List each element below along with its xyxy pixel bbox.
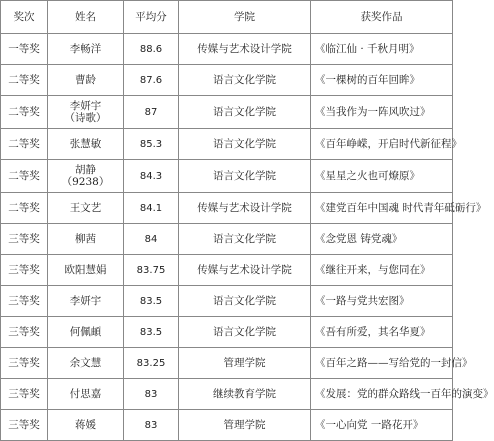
- college-cell: 语言文化学院: [179, 286, 311, 317]
- score-cell: 87.6: [124, 65, 179, 96]
- award-cell: 二等奖: [1, 129, 48, 160]
- award-cell: 一等奖: [1, 34, 48, 65]
- award-cell: 三等奖: [1, 379, 48, 410]
- college-cell: 管理学院: [179, 410, 311, 441]
- name-note: （9238）: [61, 176, 110, 188]
- name-cell: [48, 286, 124, 317]
- college-cell: 语言文化学院: [179, 96, 311, 129]
- score-cell: 87: [124, 96, 179, 129]
- table-body: [1, 34, 494, 441]
- table-row: [1, 255, 453, 286]
- score-cell: 83.5: [124, 286, 179, 317]
- college-cell: 语言文化学院: [179, 317, 311, 348]
- name-note: （诗歌）: [64, 112, 107, 124]
- college-cell: 语言文化学院: [179, 224, 311, 255]
- score-cell: 83: [124, 410, 179, 441]
- college-cell: 继续教育学院: [179, 379, 311, 410]
- award-cell: 二等奖: [1, 160, 48, 193]
- award-cell: 三等奖: [1, 286, 48, 317]
- name-cell: [48, 224, 124, 255]
- college-cell: 传媒与艺术设计学院: [179, 34, 311, 65]
- header-award: 奖次: [1, 1, 48, 34]
- name-text: 欧阳慧娟: [64, 264, 107, 276]
- college-cell: 语言文化学院: [179, 160, 311, 193]
- college-cell: 管理学院: [179, 348, 311, 379]
- score-cell: 84.3: [124, 160, 179, 193]
- table-row: [1, 286, 453, 317]
- name-text: 王文艺: [69, 202, 102, 214]
- score-cell: 83.25: [124, 348, 179, 379]
- header-work: 获奖作品: [311, 1, 453, 34]
- award-cell: 三等奖: [1, 255, 48, 286]
- work-cell: 《百年之路——写给党的一封信》: [311, 348, 453, 379]
- name-cell: [48, 317, 124, 348]
- name-cell: [48, 160, 124, 193]
- score-cell: 88.6: [124, 34, 179, 65]
- award-cell: 二等奖: [1, 65, 48, 96]
- table-row: [1, 348, 453, 379]
- table-row: [1, 193, 453, 224]
- name-text: 李妍宇: [69, 100, 102, 112]
- name-text: 李妍宇: [69, 295, 102, 307]
- college-cell: 传媒与艺术设计学院: [179, 255, 311, 286]
- name-text: 付思嘉: [69, 388, 102, 400]
- name-cell: [48, 410, 124, 441]
- award-cell: 三等奖: [1, 410, 48, 441]
- work-cell: 《一心向党 一路花开》: [311, 410, 453, 441]
- name-cell: [48, 379, 124, 410]
- name-text: 胡静: [75, 164, 96, 176]
- name-text: 何佩頔: [69, 326, 102, 338]
- name-cell: [48, 255, 124, 286]
- name-text: 张慧敏: [69, 138, 102, 150]
- header-name: 姓名: [48, 1, 124, 34]
- name-cell: [48, 193, 124, 224]
- work-cell: 《临江仙 · 千秋月明》: [311, 34, 453, 65]
- name-cell: [48, 129, 124, 160]
- college-cell: 语言文化学院: [179, 65, 311, 96]
- table-row: [1, 379, 453, 410]
- table-row: [1, 160, 453, 193]
- work-cell: 《念党恩 铸党魂》: [311, 224, 453, 255]
- award-cell: 二等奖: [1, 193, 48, 224]
- table-row: [1, 224, 453, 255]
- work-cell: 《星星之火也可燎原》: [311, 160, 453, 193]
- table-row: [1, 317, 453, 348]
- college-cell: 传媒与艺术设计学院: [179, 193, 311, 224]
- name-text: 李畅洋: [69, 43, 102, 55]
- work-cell: 《一路与党共宏图》: [311, 286, 453, 317]
- score-cell: 83.75: [124, 255, 179, 286]
- table-row: [1, 129, 453, 160]
- header-score: 平均分: [124, 1, 179, 34]
- name-text: 柳茜: [75, 233, 96, 245]
- work-cell: 《吾有所爱，其名华夏》: [311, 317, 453, 348]
- award-cell: 三等奖: [1, 348, 48, 379]
- name-text: 蒋媛: [75, 419, 96, 431]
- header-college: 学院: [179, 1, 311, 34]
- work-cell: 《百年峥嵘，开启时代新征程》: [311, 129, 453, 160]
- table-row: [1, 410, 453, 441]
- table-row: [1, 34, 453, 65]
- table-row: [1, 96, 453, 129]
- name-text: 曹龄: [75, 74, 96, 86]
- work-cell: 《发展：党的群众路线一百年的演变》: [311, 379, 453, 410]
- work-cell: 《一棵树的百年回眸》: [311, 65, 453, 96]
- award-cell: 二等奖: [1, 96, 48, 129]
- score-cell: 84: [124, 224, 179, 255]
- award-cell: 三等奖: [1, 224, 48, 255]
- score-cell: 85.3: [124, 129, 179, 160]
- header-row: [1, 1, 453, 34]
- table-row: [1, 65, 453, 96]
- score-cell: 83: [124, 379, 179, 410]
- name-cell: [48, 96, 124, 129]
- work-cell: 《继往开来，与您同在》: [311, 255, 453, 286]
- work-cell: 《当我作为一阵风吹过》: [311, 96, 453, 129]
- award-cell: 三等奖: [1, 317, 48, 348]
- name-cell: [48, 65, 124, 96]
- name-cell: [48, 34, 124, 65]
- score-cell: 83.5: [124, 317, 179, 348]
- work-cell: 《建党百年中国魂 时代青年砥砺行》: [311, 193, 453, 224]
- name-text: 余文慧: [69, 357, 102, 369]
- college-cell: 语言文化学院: [179, 129, 311, 160]
- score-cell: 84.1: [124, 193, 179, 224]
- name-cell: [48, 348, 124, 379]
